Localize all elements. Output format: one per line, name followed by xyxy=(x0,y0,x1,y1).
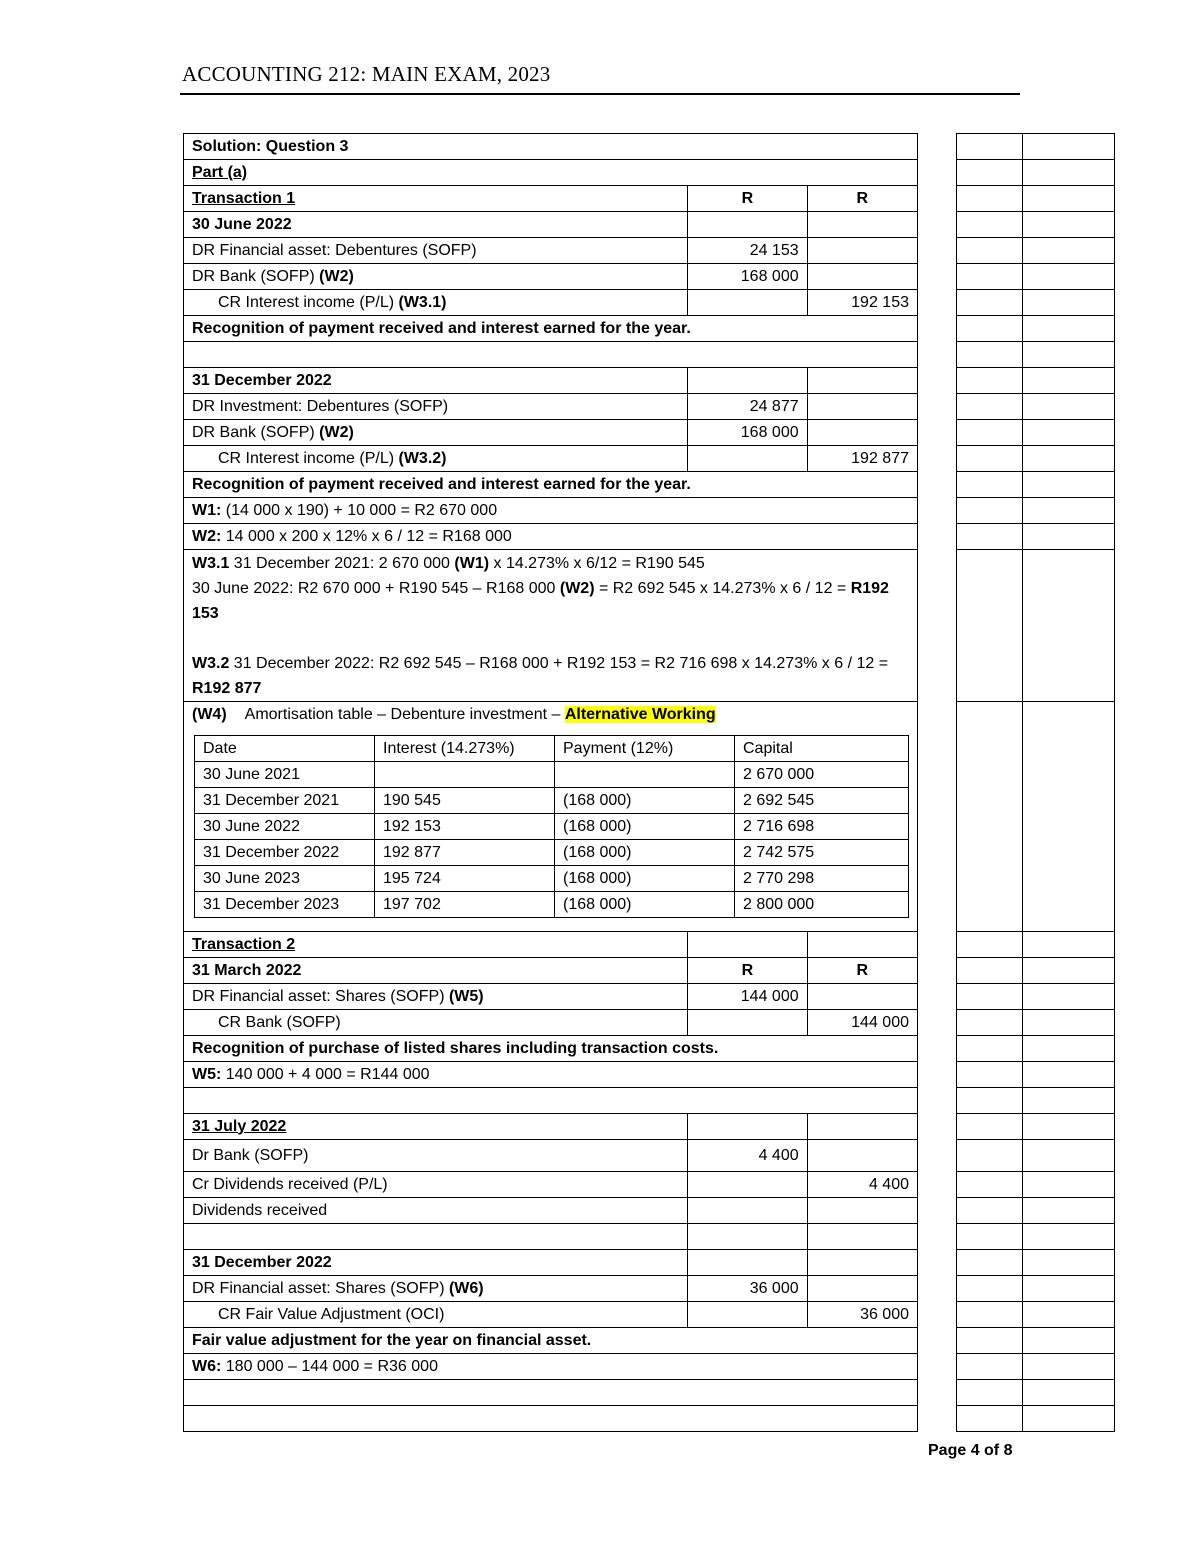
working-w4 xyxy=(184,702,918,932)
marks-row xyxy=(957,1250,1115,1276)
journal-debit-line: DR Bank (SOFP) (W2) xyxy=(184,420,688,446)
marks-cell xyxy=(1023,472,1115,498)
marks-cell xyxy=(1023,420,1115,446)
marks-row xyxy=(957,212,1115,238)
marks-cell xyxy=(1023,1172,1115,1198)
blank-row xyxy=(184,342,918,368)
working-w1: W1: (14 000 x 190) + 10 000 = R2 670 000 xyxy=(184,498,918,524)
marks-cell xyxy=(957,394,1023,420)
marks-row xyxy=(957,1140,1115,1172)
marks-row xyxy=(957,186,1115,212)
col-header-r-credit: R xyxy=(807,186,917,212)
marks-cell xyxy=(957,446,1023,472)
marks-cell xyxy=(957,1036,1023,1062)
table-row xyxy=(195,814,909,840)
working-w6: W6: 180 000 – 144 000 = R36 000 xyxy=(184,1354,918,1380)
header-divider xyxy=(180,93,1020,95)
marks-row xyxy=(957,420,1115,446)
marks-cell xyxy=(1023,550,1115,702)
marks-cell xyxy=(1023,1354,1115,1380)
marks-cell xyxy=(1023,368,1115,394)
marks-row xyxy=(957,1276,1115,1302)
amort-cell: (168 000) xyxy=(555,814,735,840)
marks-row xyxy=(957,290,1115,316)
journal-date: 31 July 2022 xyxy=(184,1114,688,1140)
marks-cell xyxy=(1023,1406,1115,1432)
amort-cell xyxy=(375,762,555,788)
marks-cell xyxy=(957,1250,1023,1276)
debit-amount: 144 000 xyxy=(688,984,807,1010)
amort-cell: 2 742 575 xyxy=(735,840,909,866)
marks-cell xyxy=(957,702,1023,932)
marks-row xyxy=(957,238,1115,264)
marks-row xyxy=(957,1036,1115,1062)
marks-row xyxy=(957,472,1115,498)
marks-row xyxy=(957,1380,1115,1406)
marks-cell xyxy=(957,420,1023,446)
marks-cell xyxy=(957,368,1023,394)
journal-credit-line: Cr Dividends received (P/L) xyxy=(184,1172,688,1198)
credit-amount: 4 400 xyxy=(807,1172,917,1198)
marks-cell xyxy=(957,550,1023,702)
marks-cell xyxy=(957,342,1023,368)
marks-cell xyxy=(1023,958,1115,984)
amort-cell: 192 153 xyxy=(375,814,555,840)
marks-cell xyxy=(957,472,1023,498)
journal-debit-line: DR Investment: Debentures (SOFP) xyxy=(184,394,688,420)
credit-amount: 192 877 xyxy=(807,446,917,472)
marks-row xyxy=(957,1224,1115,1250)
marks-cell xyxy=(957,958,1023,984)
marks-row xyxy=(957,446,1115,472)
marks-row xyxy=(957,524,1115,550)
amort-cell: 195 724 xyxy=(375,866,555,892)
marks-cell xyxy=(1023,1062,1115,1088)
marks-cell xyxy=(1023,1302,1115,1328)
marks-cell xyxy=(957,160,1023,186)
credit-amount: 144 000 xyxy=(807,1010,917,1036)
blank-row xyxy=(184,1406,918,1432)
journal-date: 31 December 2022 xyxy=(184,368,688,394)
amort-header: Payment (12%) xyxy=(555,736,735,762)
blank-row xyxy=(184,1088,918,1114)
working-w3: W3.1 31 December 2021: 2 670 000 (W1) x 14.273% x 6/12 = R190 545 30 June 2022: R2 670 000 + R190 545 – R168 000 (W2) = R2 692 545 x 14.273% x 6 / 12 = R192 153 W3.2 31 December 2022: R2 692 545 – R168 000 + R192 153 = R2 716 698 x 14.273% x 6 / 12 = R192 877 xyxy=(184,550,918,702)
marks-cell xyxy=(1023,1114,1115,1140)
marks-row xyxy=(957,368,1115,394)
amort-cell: 2 692 545 xyxy=(735,788,909,814)
table-row xyxy=(195,840,909,866)
marks-row xyxy=(957,1302,1115,1328)
marks-row xyxy=(957,1010,1115,1036)
marks-cell xyxy=(1023,134,1115,160)
marks-cell xyxy=(1023,394,1115,420)
amort-header: Capital xyxy=(735,736,909,762)
marks-cell xyxy=(1023,984,1115,1010)
amort-cell: (168 000) xyxy=(555,866,735,892)
working-w2: W2: 14 000 x 200 x 12% x 6 / 12 = R168 000 xyxy=(184,524,918,550)
debit-amount: 168 000 xyxy=(688,264,807,290)
journal-date: 30 June 2022 xyxy=(184,212,688,238)
marks-row xyxy=(957,316,1115,342)
journal-narration: Dividends received xyxy=(184,1198,688,1224)
marks-row xyxy=(957,984,1115,1010)
col-header-r-debit: R xyxy=(688,958,807,984)
w4-title: (W4) Amortisation table – Debenture investment – Alternative Working xyxy=(192,706,716,723)
marks-grid xyxy=(956,133,1115,1432)
marks-cell xyxy=(1023,264,1115,290)
marks-cell xyxy=(957,1276,1023,1302)
marks-cell xyxy=(1023,932,1115,958)
marks-cell xyxy=(957,290,1023,316)
journal-date: 31 December 2022 xyxy=(184,1250,688,1276)
marks-row xyxy=(957,932,1115,958)
amort-cell: 30 June 2021 xyxy=(195,762,375,788)
marks-cell xyxy=(957,1114,1023,1140)
journal-debit-line: DR Bank (SOFP) (W2) xyxy=(184,264,688,290)
amort-cell: 31 December 2021 xyxy=(195,788,375,814)
marks-cell xyxy=(1023,1140,1115,1172)
marks-cell xyxy=(957,1354,1023,1380)
amort-cell: 197 702 xyxy=(375,892,555,918)
marks-cell xyxy=(957,524,1023,550)
journal-debit-line: Dr Bank (SOFP) xyxy=(184,1140,688,1172)
table-row xyxy=(195,892,909,918)
marks-cell xyxy=(1023,342,1115,368)
amort-cell: 190 545 xyxy=(375,788,555,814)
credit-amount: 192 153 xyxy=(807,290,917,316)
table-row xyxy=(195,866,909,892)
marks-cell xyxy=(1023,186,1115,212)
journal-narration: Recognition of purchase of listed shares including transaction costs. xyxy=(184,1036,918,1062)
debit-amount: 4 400 xyxy=(688,1140,807,1172)
credit-amount: 36 000 xyxy=(807,1302,917,1328)
journal-credit-line: CR Fair Value Adjustment (OCI) xyxy=(184,1302,688,1328)
amortisation-table xyxy=(194,735,909,918)
marks-row xyxy=(957,134,1115,160)
marks-row xyxy=(957,702,1115,932)
marks-row xyxy=(957,1406,1115,1432)
marks-cell xyxy=(957,1140,1023,1172)
marks-cell xyxy=(1023,702,1115,932)
transaction-2-label: Transaction 2 xyxy=(184,932,688,958)
blank-row xyxy=(184,1224,688,1250)
amort-cell: 2 716 698 xyxy=(735,814,909,840)
marks-cell xyxy=(957,932,1023,958)
table-row xyxy=(195,762,909,788)
marks-cell xyxy=(1023,1328,1115,1354)
marks-row xyxy=(957,394,1115,420)
marks-cell xyxy=(957,316,1023,342)
marks-cell xyxy=(957,264,1023,290)
marks-row xyxy=(957,1354,1115,1380)
amort-cell: 31 December 2023 xyxy=(195,892,375,918)
marks-cell xyxy=(957,498,1023,524)
working-w5: W5: 140 000 + 4 000 = R144 000 xyxy=(184,1062,918,1088)
marks-row xyxy=(957,264,1115,290)
marks-row xyxy=(957,160,1115,186)
marks-cell xyxy=(1023,316,1115,342)
amort-cell: (168 000) xyxy=(555,788,735,814)
amort-cell xyxy=(555,762,735,788)
debit-amount: 168 000 xyxy=(688,420,807,446)
marks-cell xyxy=(1023,1276,1115,1302)
amort-header: Date xyxy=(195,736,375,762)
col-header-r-credit: R xyxy=(807,958,917,984)
page-header-title: ACCOUNTING 212: MAIN EXAM, 2023 xyxy=(182,62,551,86)
amort-cell: 31 December 2022 xyxy=(195,840,375,866)
debit-amount: 24 153 xyxy=(688,238,807,264)
marks-cell xyxy=(957,1224,1023,1250)
marks-cell xyxy=(1023,290,1115,316)
marks-cell xyxy=(1023,1010,1115,1036)
transaction-1-label: Transaction 1 xyxy=(184,186,688,212)
journal-debit-line: DR Financial asset: Debentures (SOFP) xyxy=(184,238,688,264)
marks-cell xyxy=(1023,1036,1115,1062)
journal-narration: Fair value adjustment for the year on financial asset. xyxy=(184,1328,918,1354)
marks-cell xyxy=(957,1172,1023,1198)
marks-cell xyxy=(957,1062,1023,1088)
amort-cell: (168 000) xyxy=(555,840,735,866)
amort-cell: (168 000) xyxy=(555,892,735,918)
marks-cell xyxy=(957,1406,1023,1432)
marks-cell xyxy=(1023,1380,1115,1406)
marks-row xyxy=(957,550,1115,702)
marks-cell xyxy=(957,1380,1023,1406)
table-row xyxy=(195,788,909,814)
marks-cell xyxy=(1023,498,1115,524)
marks-cell xyxy=(1023,446,1115,472)
journal-debit-line: DR Financial asset: Shares (SOFP) (W5) xyxy=(184,984,688,1010)
amort-cell: 2 670 000 xyxy=(735,762,909,788)
marks-cell xyxy=(1023,1224,1115,1250)
journal-narration: Recognition of payment received and interest earned for the year. xyxy=(184,472,918,498)
amort-cell: 2 770 298 xyxy=(735,866,909,892)
marks-cell xyxy=(957,134,1023,160)
marks-cell xyxy=(957,238,1023,264)
amort-cell: 30 June 2022 xyxy=(195,814,375,840)
marks-cell xyxy=(1023,212,1115,238)
marks-cell xyxy=(957,186,1023,212)
marks-row xyxy=(957,498,1115,524)
amort-cell: 30 June 2023 xyxy=(195,866,375,892)
amort-cell: 2 800 000 xyxy=(735,892,909,918)
marks-row xyxy=(957,1328,1115,1354)
marks-cell xyxy=(1023,524,1115,550)
marks-row xyxy=(957,1062,1115,1088)
debit-amount: 24 877 xyxy=(688,394,807,420)
marks-cell xyxy=(1023,238,1115,264)
marks-row xyxy=(957,1172,1115,1198)
journal-narration: Recognition of payment received and interest earned for the year. xyxy=(184,316,918,342)
blank-row xyxy=(184,1380,918,1406)
journal-debit-line: DR Financial asset: Shares (SOFP) (W6) xyxy=(184,1276,688,1302)
marks-cell xyxy=(1023,160,1115,186)
marks-cell xyxy=(957,1010,1023,1036)
marks-row xyxy=(957,1088,1115,1114)
marks-cell xyxy=(957,984,1023,1010)
marks-cell xyxy=(957,1328,1023,1354)
journal-credit-line: CR Interest income (P/L) (W3.1) xyxy=(184,290,688,316)
amort-cell: 192 877 xyxy=(375,840,555,866)
marks-cell xyxy=(1023,1198,1115,1224)
marks-cell xyxy=(1023,1088,1115,1114)
debit-amount: 36 000 xyxy=(688,1276,807,1302)
col-header-r-debit: R xyxy=(688,186,807,212)
marks-cell xyxy=(957,1198,1023,1224)
journal-credit-line: CR Bank (SOFP) xyxy=(184,1010,688,1036)
solution-title: Solution: Question 3 xyxy=(184,134,918,160)
marks-cell xyxy=(957,1088,1023,1114)
part-label: Part (a) xyxy=(184,160,918,186)
marks-row xyxy=(957,1114,1115,1140)
journal-credit-line: CR Interest income (P/L) (W3.2) xyxy=(184,446,688,472)
journal-date: 31 March 2022 xyxy=(184,958,688,984)
marks-row xyxy=(957,1198,1115,1224)
marks-row xyxy=(957,958,1115,984)
page-number: Page 4 of 8 xyxy=(928,1442,1013,1459)
amort-header: Interest (14.273%) xyxy=(375,736,555,762)
marks-cell xyxy=(957,212,1023,238)
marks-cell xyxy=(1023,1250,1115,1276)
marks-cell xyxy=(957,1302,1023,1328)
solution-table xyxy=(183,133,918,1432)
marks-row xyxy=(957,342,1115,368)
